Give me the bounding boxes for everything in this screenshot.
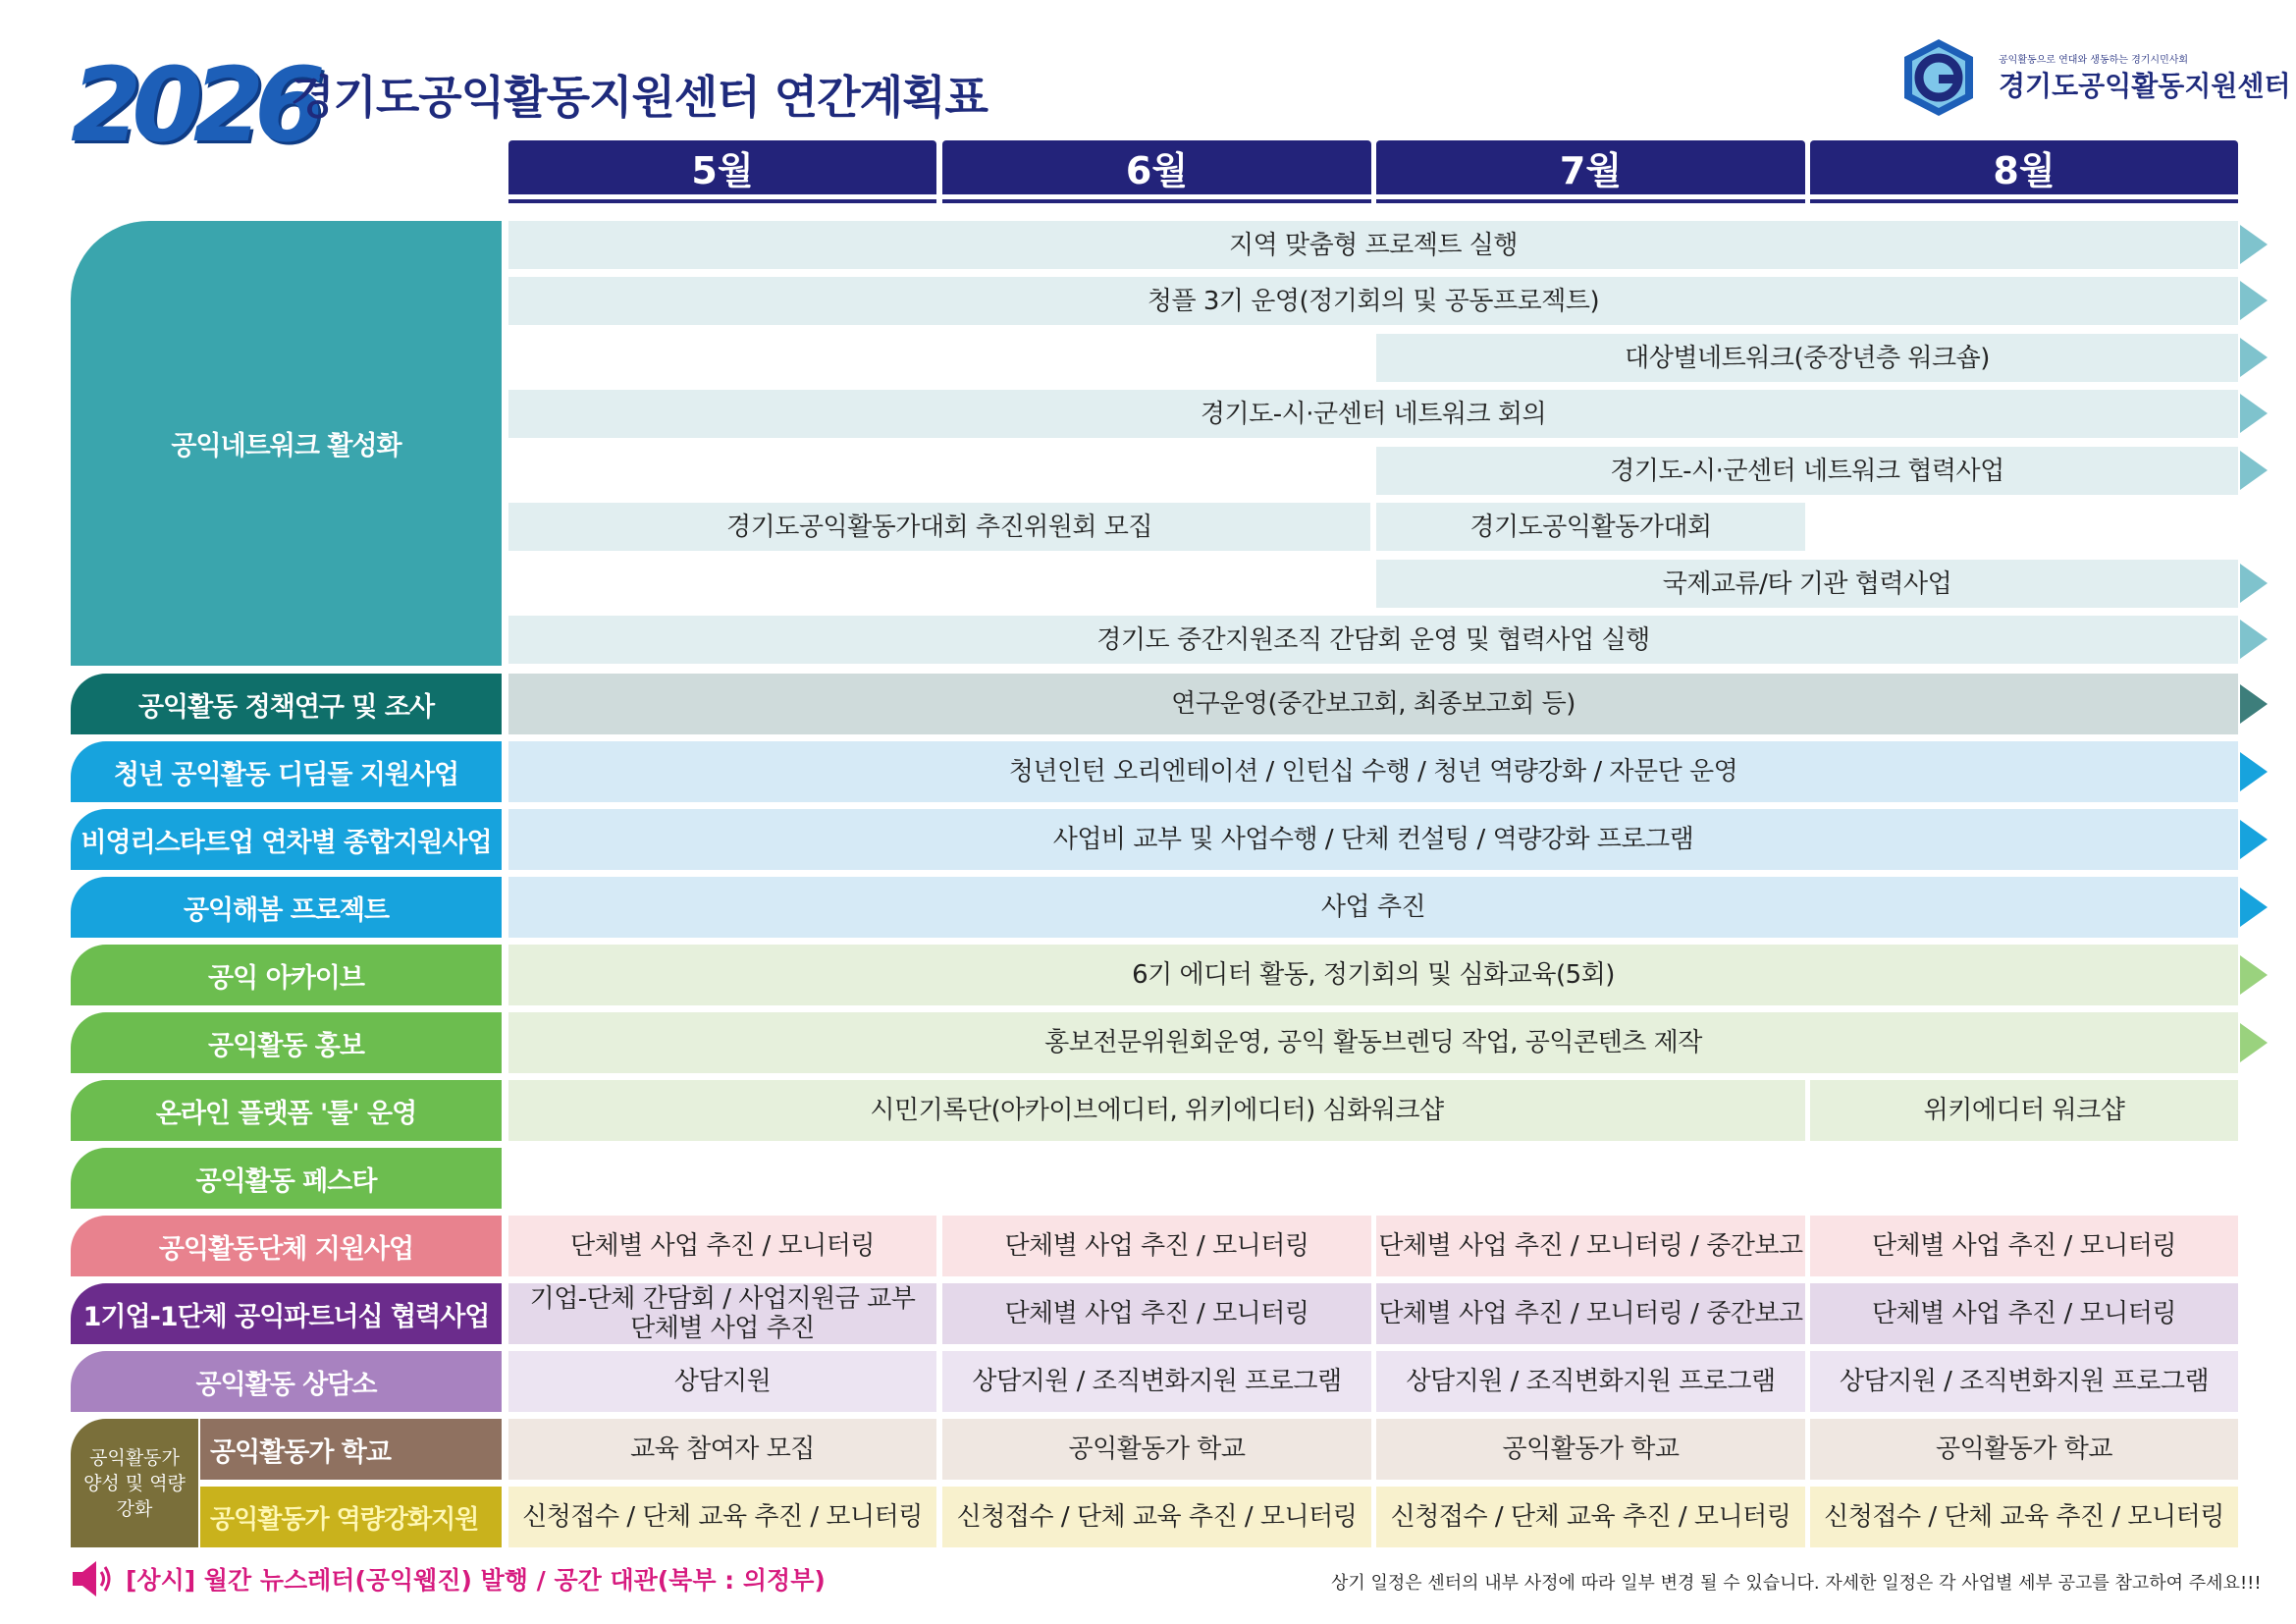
arrow-right-icon	[2240, 955, 2268, 995]
task-org-jun: 단체별 사업 추진 / 모니터링	[942, 1216, 1371, 1276]
arrow-right-icon	[2240, 684, 2268, 724]
task-international: 국제교류/타 기관 협력사업	[1376, 560, 2238, 608]
task-counsel-aug: 상담지원 / 조직변화지원 프로그램	[1810, 1351, 2238, 1412]
arrow-right-icon	[2240, 620, 2268, 659]
year-mark: 2026	[71, 45, 316, 165]
month-header-may: 5월	[508, 140, 936, 199]
logo-tagline: 공익활동으로 연대와 생동하는 경기시민사회	[1999, 55, 2189, 66]
arrow-right-icon	[2240, 752, 2268, 791]
task-org-aug: 단체별 사업 추진 / 모니터링	[1810, 1216, 2238, 1276]
task-policy: 연구운영(중간보고회, 최종보고회 등)	[508, 674, 2238, 734]
task-network-meeting: 경기도-시·군센터 네트워크 회의	[508, 390, 2238, 438]
task-local-project: 지역 맞춤형 프로젝트 실행	[508, 221, 2238, 269]
task-network-cooperation: 경기도-시·군센터 네트워크 협력사업	[1376, 447, 2238, 495]
arrow-right-icon	[2240, 820, 2268, 859]
category-policy: 공익활동 정책연구 및 조사	[71, 674, 502, 734]
task-archive: 6기 에디터 활동, 정기회의 및 심화교육(5회)	[508, 945, 2238, 1005]
task-convention-committee: 경기도공익활동가대회 추진위원회 모집	[508, 503, 1370, 551]
arrow-right-icon	[2240, 225, 2268, 264]
category-school: 공익활동가 학교	[200, 1419, 502, 1480]
category-partnership: 1기업-1단체 공익파트너십 협력사업	[71, 1283, 502, 1344]
task-school-aug: 공익활동가 학교	[1810, 1419, 2238, 1480]
arrow-right-icon	[2240, 451, 2268, 490]
task-intermediary-meeting: 경기도 중간지원조직 간담회 운영 및 협력사업 실행	[508, 616, 2238, 664]
task-counsel-jul: 상담지원 / 조직변화지원 프로그램	[1376, 1351, 1805, 1412]
task-partnership-may	[508, 1283, 936, 1344]
task-target-network: 대상별네트워크(중장년층 워크숍)	[1376, 334, 2238, 382]
task-partnership-may-line2: 단체별 사업 추진	[630, 1314, 815, 1343]
task-org-may: 단체별 사업 추진 / 모니터링	[508, 1216, 936, 1276]
task-convention: 경기도공익활동가대회	[1376, 503, 1805, 551]
footer-ongoing	[71, 1559, 826, 1598]
category-counsel: 공익활동 상담소	[71, 1351, 502, 1412]
footer-notice: 상기 일정은 센터의 내부 사정에 따라 일부 변경 될 수 있습니다. 자세한 일정은 각 사업별 세부 공고를 참고하여 주세요!!!	[1331, 1573, 2262, 1594]
task-capacity-aug: 신청접수 / 단체 교육 추진 / 모니터링	[1810, 1487, 2238, 1547]
task-partnership-aug: 단체별 사업 추진 / 모니터링	[1810, 1283, 2238, 1344]
task-counsel-jun: 상담지원 / 조직변화지원 프로그램	[942, 1351, 1371, 1412]
category-festa: 공익활동 페스타	[71, 1148, 502, 1209]
page-title: 경기도공익활동지원센터 연간계획표	[291, 71, 988, 124]
speaker-icon	[71, 1559, 114, 1598]
task-capacity-may: 신청접수 / 단체 교육 추진 / 모니터링	[508, 1487, 936, 1547]
arrow-right-icon	[2240, 564, 2268, 603]
task-wiki-workshop: 위키에디터 워크샵	[1810, 1080, 2238, 1141]
arrow-right-icon	[2240, 888, 2268, 927]
task-startup: 사업비 교부 및 사업수행 / 단체 컨설팅 / 역량강화 프로그램	[508, 809, 2238, 870]
category-startup: 비영리스타트업 연차별 종합지원사업	[71, 809, 502, 870]
task-platform-workshop: 시민기록단(아카이브에디터, 위키에디터) 심화워크샵	[508, 1080, 1805, 1141]
task-haebom: 사업 추진	[508, 877, 2238, 938]
category-capacity: 공익활동가 역량강화지원	[200, 1487, 502, 1547]
task-school-jul: 공익활동가 학교	[1376, 1419, 1805, 1480]
task-school-jun: 공익활동가 학교	[942, 1419, 1371, 1480]
category-youth: 청년 공익활동 디딤돌 지원사업	[71, 741, 502, 802]
task-partnership-may-line1: 기업-단체 간담회 / 사업지원금 교부	[529, 1284, 916, 1314]
category-org-support: 공익활동단체 지원사업	[71, 1216, 502, 1276]
task-partnership-jul: 단체별 사업 추진 / 모니터링 / 중간보고	[1376, 1283, 1805, 1344]
task-promo: 홍보전문위원회운영, 공익 활동브렌딩 작업, 공익콘텐츠 제작	[508, 1012, 2238, 1073]
task-org-jul: 단체별 사업 추진 / 모니터링 / 중간보고	[1376, 1216, 1805, 1276]
month-header-aug: 8월	[1810, 140, 2238, 199]
logo-icon	[1898, 37, 1979, 118]
task-counsel-may: 상담지원	[508, 1351, 936, 1412]
month-header-jun: 6월	[942, 140, 1371, 199]
task-cheongpeul: 청플 3기 운영(정기회의 및 공동프로젝트)	[508, 277, 2238, 325]
task-school-may: 교육 참여자 모집	[508, 1419, 936, 1480]
task-capacity-jun: 신청접수 / 단체 교육 추진 / 모니터링	[942, 1487, 1371, 1547]
task-capacity-jul: 신청접수 / 단체 교육 추진 / 모니터링	[1376, 1487, 1805, 1547]
arrow-right-icon	[2240, 1023, 2268, 1062]
month-header-jul: 7월	[1376, 140, 1805, 199]
arrow-right-icon	[2240, 281, 2268, 320]
task-youth: 청년인턴 오리엔테이션 / 인턴십 수행 / 청년 역량강화 / 자문단 운영	[508, 741, 2238, 802]
arrow-right-icon	[2240, 394, 2268, 433]
logo-name: 경기도공익활동지원센터	[1999, 70, 2291, 102]
task-partnership-jun: 단체별 사업 추진 / 모니터링	[942, 1283, 1371, 1344]
category-promo: 공익활동 홍보	[71, 1012, 502, 1073]
footer-ongoing-text: [상시] 월간 뉴스레터(공익웹진) 발행 / 공간 대관(북부 : 의정부)	[126, 1566, 826, 1595]
category-training-group: 공익활동가 양성 및 역량강화	[71, 1419, 198, 1547]
arrow-right-icon	[2240, 338, 2268, 377]
category-haebom: 공익해봄 프로젝트	[71, 877, 502, 938]
category-network: 공익네트워크 활성화	[71, 221, 502, 666]
category-platform: 온라인 플랫폼 '툴' 운영	[71, 1080, 502, 1141]
category-archive: 공익 아카이브	[71, 945, 502, 1005]
